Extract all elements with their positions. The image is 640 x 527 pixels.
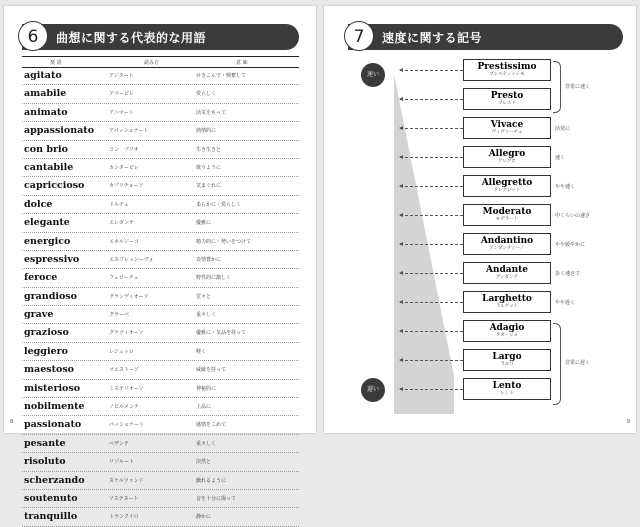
table-row xyxy=(22,380,299,398)
cell-term: amabile xyxy=(24,88,67,100)
tempo-name: Largo xyxy=(492,352,522,362)
cell-meaning: 軽く xyxy=(196,348,207,355)
tempo-name: Adagio xyxy=(489,323,525,333)
tempo-name: Vivace xyxy=(490,120,524,130)
cell-reading: アニマート xyxy=(109,109,134,116)
table-row xyxy=(22,214,299,232)
cell-meaning: 熱情的に xyxy=(196,128,217,135)
cell-meaning: 気まぐれに xyxy=(196,183,222,190)
cell-meaning: 威厳を持って xyxy=(196,367,227,374)
tempo-reading: プレスティッシモ xyxy=(489,72,525,77)
tempo-reading: ヴィヴァーチェ xyxy=(491,130,523,135)
cell-meaning: 精力的に・勢いをつけて xyxy=(196,238,252,245)
cell-term: animato xyxy=(24,106,68,118)
pointer-arrow xyxy=(400,360,463,361)
tempo-box xyxy=(463,88,551,110)
pointer-arrow xyxy=(400,128,463,129)
pointer-arrow xyxy=(400,273,463,274)
cell-reading: スケルツァンド xyxy=(109,477,144,484)
table-row xyxy=(22,508,299,526)
cell-reading: エネルジーコ xyxy=(109,238,139,245)
table-row xyxy=(22,159,299,177)
tempo-box xyxy=(463,320,551,342)
cell-reading: ソステヌート xyxy=(109,495,139,502)
table-row xyxy=(22,288,299,306)
tempo-box xyxy=(463,146,551,168)
tempo-reading: レント xyxy=(500,391,514,396)
tempo-reading: アレグレット xyxy=(493,188,521,193)
cell-meaning: 優雅に xyxy=(196,220,212,227)
cell-term: scherzando xyxy=(24,474,85,486)
cell-reading: グランディオーソ xyxy=(109,293,149,300)
cell-meaning: 神秘的に xyxy=(196,385,217,392)
tempo-box xyxy=(463,262,551,284)
cell-meaning: 歌うように xyxy=(196,164,222,171)
cell-meaning: 静かに xyxy=(196,514,212,521)
cell-reading: エレガンテ xyxy=(109,220,135,227)
cell-reading: マエストーソ xyxy=(109,367,139,374)
cell-meaning: 戯れるように xyxy=(196,477,227,484)
cell-term: grandioso xyxy=(24,290,77,302)
tempo-reading: モデラート xyxy=(495,217,519,222)
tempo-description: 速く xyxy=(555,155,566,161)
table-row xyxy=(22,435,299,453)
cell-reading: カプリチョーソ xyxy=(109,183,144,190)
cell-term: cantabile xyxy=(24,161,74,173)
pointer-arrow xyxy=(400,70,463,71)
tempo-box xyxy=(463,59,551,81)
section-title: 速度に関する記号 xyxy=(382,31,483,45)
section-header-terms xyxy=(22,24,299,50)
section-header-tempo xyxy=(348,24,623,50)
cell-term: elegante xyxy=(24,217,70,229)
cell-reading: アジタート xyxy=(109,73,134,79)
tempo-reading: アンダンティーノ xyxy=(489,246,525,251)
pointer-arrow xyxy=(400,244,463,245)
cell-reading: トランクイロ xyxy=(109,514,139,521)
cell-meaning: 重々しく xyxy=(196,312,217,319)
tempo-name: Andantino xyxy=(480,236,534,246)
pointer-arrow xyxy=(400,99,463,100)
table-row xyxy=(22,324,299,342)
tempo-name: Allegretto xyxy=(481,178,533,188)
table-row xyxy=(22,472,299,490)
cell-term: pesante xyxy=(24,437,66,449)
cell-reading: エスプレッシーヴォ xyxy=(109,256,154,263)
cell-term: espressivo xyxy=(24,253,80,265)
section-title: 曲想に関する代表的な用語 xyxy=(56,31,207,45)
table-row xyxy=(22,141,299,159)
cell-meaning: 重々しく xyxy=(196,440,217,447)
cell-meaning: 音を十分に保って xyxy=(196,495,237,502)
tempo-description: 歩く速さで xyxy=(555,271,581,277)
cell-reading: ペザンテ xyxy=(109,440,129,447)
tempo-name: Presto xyxy=(490,91,524,101)
cell-reading: コン ブリオ xyxy=(109,146,139,153)
cell-reading: レジェッロ xyxy=(109,348,134,355)
table-row xyxy=(22,453,299,471)
page-number-left: 8 xyxy=(10,419,14,425)
tempo-box xyxy=(463,233,551,255)
left-page xyxy=(4,6,316,523)
cell-reading: カンタービレ xyxy=(109,164,139,171)
cell-meaning: 優雅に・気品を持って xyxy=(196,330,247,337)
tempo-box xyxy=(463,291,551,313)
fast-bubble: 速い xyxy=(361,63,385,87)
page-number-right: 9 xyxy=(626,419,630,425)
bracket-very-slow xyxy=(553,323,561,405)
table-row xyxy=(22,177,299,195)
tempo-box xyxy=(463,349,551,371)
cell-term: leggiero xyxy=(24,345,68,357)
tempo-name: Lento xyxy=(492,381,522,391)
column-meaning: 意 味 xyxy=(236,60,248,66)
table-row xyxy=(22,122,299,140)
tempo-description: 中くらいの速さ xyxy=(555,213,591,219)
tempo-name: Larghetto xyxy=(482,294,532,304)
cell-meaning: 柔らかに・愛らしく xyxy=(196,201,242,208)
cell-meaning: 上品に xyxy=(196,404,212,411)
cell-term: grazioso xyxy=(24,327,69,339)
cell-term: con brio xyxy=(24,143,68,155)
table-row xyxy=(22,361,299,379)
cell-meaning: 活気をもって xyxy=(196,109,227,116)
cell-reading: リゾルート xyxy=(109,459,135,466)
pointer-arrow xyxy=(400,186,463,187)
tempo-reading: ラルゲット xyxy=(495,304,519,309)
cell-reading: グラーベ xyxy=(109,312,130,319)
table-row xyxy=(22,490,299,508)
pointer-arrow xyxy=(400,302,463,303)
cell-meaning: 堂々と xyxy=(196,293,212,300)
table-row xyxy=(22,233,299,251)
column-reading: 読み方 xyxy=(144,60,160,66)
cell-term: appassionato xyxy=(24,125,95,137)
cell-term: grave xyxy=(24,309,54,321)
cell-reading: ミステリオーソ xyxy=(109,385,144,392)
cell-meaning: 決然と xyxy=(196,459,212,466)
cell-term: misterioso xyxy=(24,382,81,394)
column-term: 楽 語 xyxy=(50,60,62,66)
group-label-very-slow: 非常に遅く xyxy=(565,360,591,366)
cell-meaning: 表情豊かに xyxy=(196,256,222,263)
tempo-box xyxy=(463,175,551,197)
tempo-reading: ラルゴ xyxy=(500,362,514,367)
cell-meaning: せきこんで・興奮して xyxy=(196,73,247,79)
cell-meaning: 野性的に激しく xyxy=(196,275,232,282)
cell-meaning: 感情をこめて xyxy=(196,422,227,429)
tempo-name: Andante xyxy=(485,265,529,275)
tempo-box xyxy=(463,204,551,226)
cell-reading: パッショナート xyxy=(109,422,144,429)
section-number-badge: 6 xyxy=(18,21,48,51)
terms-table xyxy=(22,67,299,527)
tempo-reading: プレスト xyxy=(498,101,516,106)
pointer-arrow xyxy=(400,389,463,390)
tempo-reading: アダージョ xyxy=(495,333,518,338)
table-row xyxy=(22,251,299,269)
tempo-description: やや緩やかに xyxy=(555,242,586,248)
section-number-badge: 7 xyxy=(344,21,374,51)
table-row xyxy=(22,306,299,324)
tempo-name: Allegro xyxy=(488,149,526,159)
slow-bubble: 遅い xyxy=(361,378,385,402)
cell-reading: グラツィオーソ xyxy=(109,330,144,337)
right-page xyxy=(324,6,636,433)
bracket-very-fast xyxy=(553,61,561,113)
tempo-reading: アンダンテ xyxy=(495,275,519,280)
pointer-arrow xyxy=(400,215,463,216)
pointer-arrow xyxy=(400,157,463,158)
tempo-description: 活発に xyxy=(555,126,571,132)
table-row xyxy=(22,343,299,361)
cell-term: feroce xyxy=(24,272,58,284)
tempo-reading: アレグロ xyxy=(498,159,516,164)
cell-term: dolce xyxy=(24,198,53,210)
cell-reading: アマービレ xyxy=(109,91,135,98)
table-row xyxy=(22,416,299,434)
cell-reading: ノビルメンテ xyxy=(109,404,139,411)
table-row xyxy=(22,398,299,416)
table-row xyxy=(22,67,299,85)
pointer-arrow xyxy=(400,331,463,332)
tempo-name: Prestissimo xyxy=(477,62,537,72)
cell-term: agitato xyxy=(24,70,62,81)
cell-reading: ドルチェ xyxy=(109,201,129,208)
tempo-description: やや速く xyxy=(555,184,576,190)
cell-term: maestoso xyxy=(24,364,75,376)
cell-reading: フェローチェ xyxy=(109,275,139,282)
tempo-description: やや遅く xyxy=(555,300,576,306)
tempo-name: Moderato xyxy=(482,207,532,217)
tempo-box xyxy=(463,378,551,400)
table-row xyxy=(22,196,299,214)
table-row xyxy=(22,104,299,122)
group-label-very-fast: 非常に速く xyxy=(565,84,591,90)
cell-term: passionato xyxy=(24,419,82,431)
cell-term: risoluto xyxy=(24,456,66,468)
cell-meaning: 生き生きと xyxy=(196,146,222,153)
cell-term: capriccioso xyxy=(24,180,85,192)
table-row xyxy=(22,269,299,287)
cell-term: nobilmente xyxy=(24,401,85,413)
cell-reading: アパッショナート xyxy=(109,128,149,135)
cell-meaning: 愛らしく xyxy=(196,91,217,98)
cell-term: soutenuto xyxy=(24,492,78,504)
cell-term: tranquillo xyxy=(24,511,78,523)
tempo-box xyxy=(463,117,551,139)
cell-term: energico xyxy=(24,235,71,247)
table-row xyxy=(22,85,299,103)
